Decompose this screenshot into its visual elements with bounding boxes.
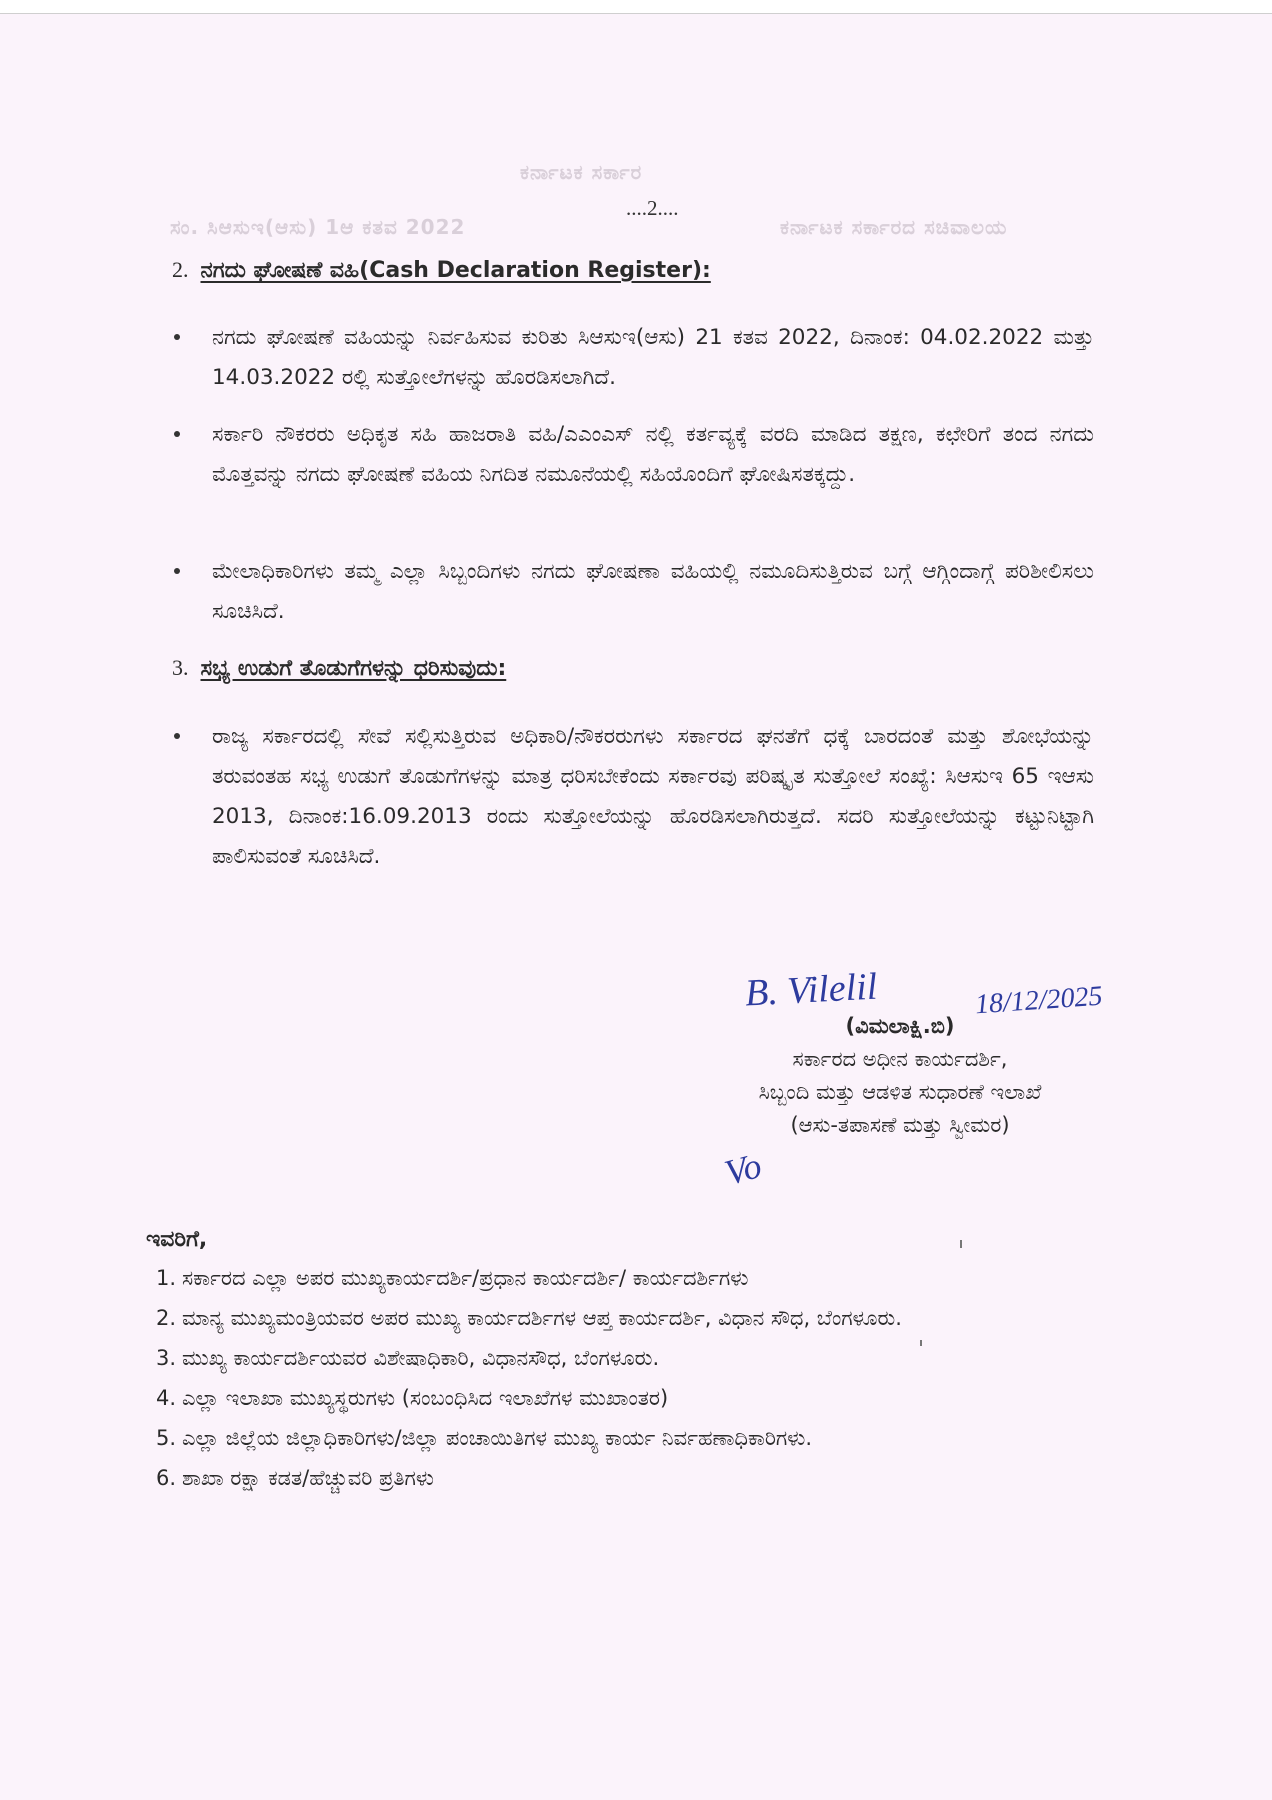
- page-number: ....2....: [626, 196, 679, 220]
- section-heading-cash-declaration: 2. ನಗದು ಘೋಷಣೆ ವಹಿ(Cash Declaration Register):: [172, 257, 711, 283]
- recipient-item: 5. ಎಲ್ಲಾ ಜಿಲ್ಲೆಯ ಜಿಲ್ಲಾಧಿಕಾರಿಗಳು/ಜಿಲ್ಲಾ ಪಂಚಾಯಿತಿಗಳ ಮುಖ್ಯ ಕಾರ್ಯ ನಿರ್ವಹಣಾಧಿಕಾರಿಗಳು.: [156, 1426, 813, 1450]
- signatory-section: (ಆಸು-ತಪಾಸಣೆ ಮತ್ತು ಸ್ವೀಮರ): [790, 1113, 1010, 1137]
- recipient-item: 1. ಸರ್ಕಾರದ ಎಲ್ಲಾ ಅಪರ ಮುಖ್ಯಕಾರ್ಯದರ್ಶಿ/ಪ್ರಧಾನ ಕಾರ್ಯದರ್ಶಿ/ ಕಾರ್ಯದರ್ಶಿಗಳು: [156, 1266, 749, 1290]
- show-through-text: ಸಂ. ಸಿಆಸುಇ(ಆಸು) 1ಆ ಕತವ 2022: [170, 215, 466, 239]
- bullet-icon: [174, 431, 180, 437]
- bullet-icon: [174, 733, 180, 739]
- recipients-list: [156, 1258, 1106, 1498]
- bullet-item: ಸರ್ಕಾರಿ ನೌಕರರು ಅಧಿಕೃತ ಸಹಿ ಹಾಜರಾತಿ ವಹಿ/ಎಎಂಎಸ್ ನಲ್ಲಿ ಕರ್ತವ್ಯಕ್ಕೆ ವರದಿ ಮಾಡಿದ ತಕ್ಷಣ, ಕಛೇರಿಗೆ ತಂದ ನಗದು ಮೊತ್ತವನ್ನು ನಗದು ಘೋಷಣೆ ವಹಿಯ ನಿಗದಿತ ನಮೂನೆಯಲ್ಲಿ ಸಹಿಯೊಂದಿಗೆ ಘೋಷಿಸತಕ್ಕದ್ದು.: [174, 415, 1094, 495]
- scan-speck: [920, 1340, 922, 1346]
- scan-speck: [960, 1240, 962, 1248]
- scan-top-edge: [0, 0, 1272, 14]
- signatory-designation: ಸರ್ಕಾರದ ಅಧೀನ ಕಾರ್ಯದರ್ಶಿ,: [792, 1047, 1008, 1071]
- show-through-text: ಕರ್ನಾಟಕ ಸರ್ಕಾರದ ಸಚಿವಾಲಯ: [780, 215, 1008, 239]
- handwritten-signature: B. Vilelil: [743, 965, 879, 1015]
- bullet-icon: [174, 568, 180, 574]
- recipient-item: 6. ಶಾಖಾ ರಕ್ಷಾ ಕಡತ/ಹೆಚ್ಚುವರಿ ಪ್ರತಿಗಳು: [156, 1466, 434, 1490]
- bullet-item: ನಗದು ಘೋಷಣೆ ವಹಿಯನ್ನು ನಿರ್ವಹಿಸುವ ಕುರಿತು ಸಿಆಸುಇ(ಆಸು) 21 ಕತವ 2022, ದಿನಾಂಕ: 04.02.2022 ಮತ್ತು 14.03.2022 ರಲ್ಲಿ ಸುತ್ತೋಲೆಗಳನ್ನು ಹೊರಡಿಸಲಾಗಿದೆ.: [174, 318, 1094, 398]
- bullet-icon: [174, 334, 180, 340]
- recipient-item: 2. ಮಾನ್ಯ ಮುಖ್ಯಮಂತ್ರಿಯವರ ಅಪರ ಮುಖ್ಯ ಕಾರ್ಯದರ್ಶಿಗಳ ಆಪ್ತ ಕಾರ್ಯದರ್ಶಿ, ವಿಧಾನ ಸೌಧ, ಬೆಂಗಳೂರು.: [156, 1306, 902, 1330]
- bullet-item: ಮೇಲಾಧಿಕಾರಿಗಳು ತಮ್ಮ ಎಲ್ಲಾ ಸಿಬ್ಬಂದಿಗಳು ನಗದು ಘೋಷಣಾ ವಹಿಯಲ್ಲಿ ನಮೂದಿಸುತ್ತಿರುವ ಬಗ್ಗೆ ಆಗ್ಗಿಂದಾಗ್ಗೆ ಪರಿಶೀಲಿಸಲು ಸೂಚಿಸಿದೆ.: [174, 552, 1094, 632]
- recipient-item: 3. ಮುಖ್ಯ ಕಾರ್ಯದರ್ಶಿಯವರ ವಿಶೇಷಾಧಿಕಾರಿ, ವಿಧಾನಸೌಧ, ಬೆಂಗಳೂರು.: [156, 1346, 660, 1370]
- recipients-title: ಇವರಿಗೆ,: [146, 1227, 208, 1252]
- section-heading-dress-code: 3. ಸಭ್ಯ ಉಡುಗೆ ತೊಡುಗೆಗಳನ್ನು ಧರಿಸುವುದು:: [172, 655, 507, 681]
- signature-date: 18/12/2025: [974, 980, 1104, 1021]
- handwritten-initials: Vo: [720, 1145, 766, 1193]
- show-through-text: ಕರ್ನಾಟಕ ಸರ್ಕಾರ: [520, 160, 643, 184]
- recipient-item: 4. ಎಲ್ಲಾ ಇಲಾಖಾ ಮುಖ್ಯಸ್ಥರುಗಳು (ಸಂಬಂಧಿಸಿದ ಇಲಾಖೆಗಳ ಮುಖಾಂತರ): [156, 1386, 669, 1410]
- signatory-name: (ವಿಮಲಾಕ್ಷಿ.ಬಿ): [845, 1014, 955, 1038]
- bullet-item: ರಾಜ್ಯ ಸರ್ಕಾರದಲ್ಲಿ ಸೇವೆ ಸಲ್ಲಿಸುತ್ತಿರುವ ಅಧಿಕಾರಿ/ನೌಕರರುಗಳು ಸರ್ಕಾರದ ಘನತೆಗೆ ಧಕ್ಕೆ ಬಾರದಂತೆ ಮತ್ತು ಶೋಭೆಯನ್ನು ತರುವಂತಹ ಸಭ್ಯ ಉಡುಗೆ ತೊಡುಗೆಗಳನ್ನು ಮಾತ್ರ ಧರಿಸಬೇಕೆಂದು ಸರ್ಕಾರವು ಪರಿಷ್ಕೃತ ಸುತ್ತೋಲೆ ಸಂಖ್ಯೆ: ಸಿಆಸುಇ 65 ಇಆಸು 2013, ದಿನಾಂಕ:16.09.2013 ರಂದು ಸುತ್ತೋಲೆಯನ್ನು ಹೊರಡಿಸಲಾಗಿರುತ್ತದೆ. ಸದರಿ ಸುತ್ತೋಲೆಯನ್ನು ಕಟ್ಟುನಿಟ್ಟಾಗಿ ಪಾಲಿಸುವಂತೆ ಸೂಚಿಸಿದೆ.: [174, 717, 1094, 877]
- signature-block: [680, 1010, 1120, 1142]
- signatory-department: ಸಿಬ್ಬಂದಿ ಮತ್ತು ಆಡಳಿತ ಸುಧಾರಣೆ ಇಲಾಖೆ: [758, 1080, 1042, 1104]
